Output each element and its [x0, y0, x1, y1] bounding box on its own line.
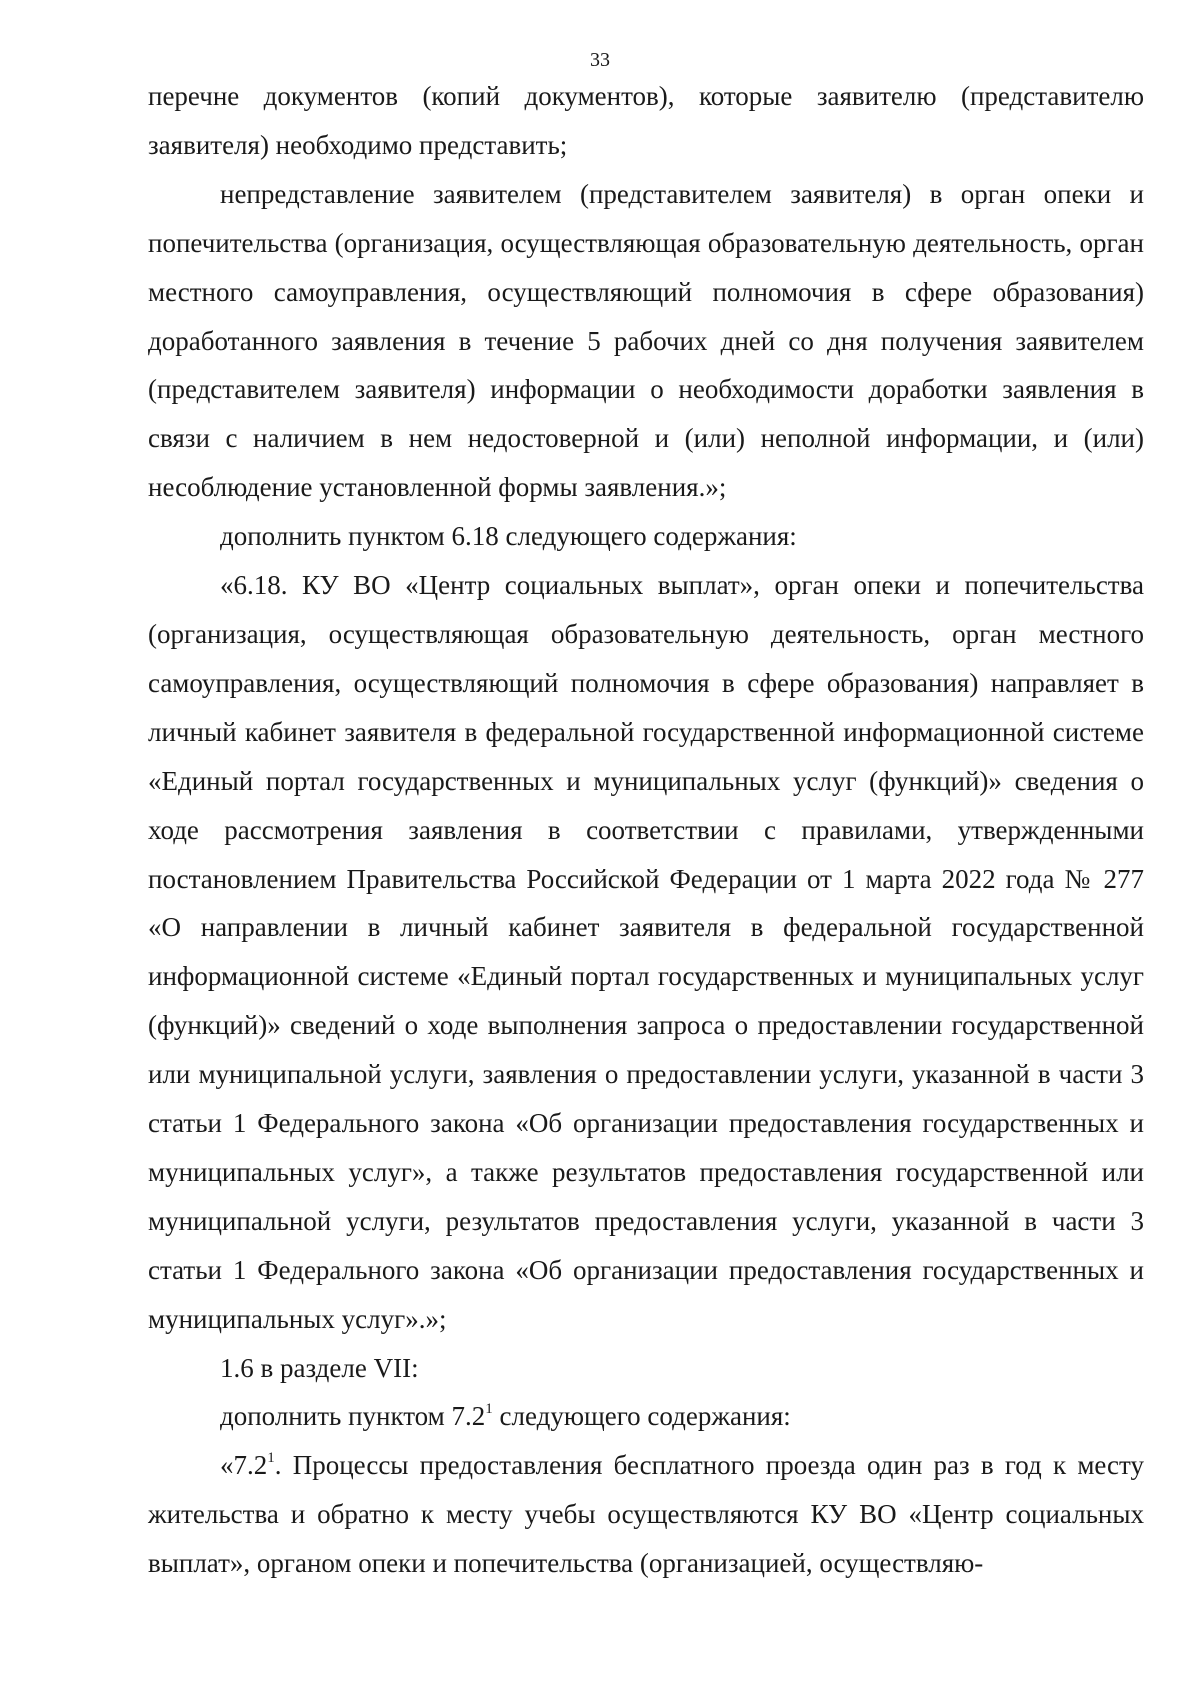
superscript: 1	[267, 1450, 275, 1467]
page-number: 33	[590, 49, 610, 71]
paragraph-add-7-2-1	[148, 1392, 1144, 1441]
paragraph-7-2-1-text	[148, 1441, 1144, 1588]
text-segment: «7.2	[220, 1450, 268, 1481]
paragraph-section-vii: 1.6 в разделе VII:	[220, 1352, 419, 1383]
text-segment: следующего содержания:	[492, 1401, 791, 1432]
text-segment: . Процессы предоставления бесплатного проезда один раз в год к месту жительства и обратно к месту учебы осуществляются КУ ВО «Центр социальных выплат», органом опеки и попечительства (организацией, осуществляю-	[148, 1450, 1144, 1579]
text-segment: дополнить пунктом 7.2	[220, 1401, 486, 1432]
paragraph-6-18-text: «6.18. КУ ВО «Центр социальных выплат», орган опеки и попечительства (организация, осуществляющая образовательную деятельность, орган местного самоуправления, осуществляющий полномочия в сфере образования) направляет в личный кабинет заявителя в федеральной государственной информационной системе «Единый портал государственных и муниципальных услуг (функций)» сведения о ходе рассмотрения заявления в соответствии с правилами, утвержденными постановлением Правительства Российской Федерации от 1 марта 2022 года № 277 «О направлении в личный кабинет заявителя в федеральной государственной информационной системе «Единый портал государственных и муниципальных услуг (функций)» сведений о ходе выполнения запроса о предоставлении государственной или муниципальной услуги, заявления о предоставлении услуги, указанной в части 3 статьи 1 Федерального закона «Об организации предоставления государственных и муниципальных услуг», а также результатов предоставления государственной или муниципальной услуги, результатов предоставления услуги, указанной в части 3 статьи 1 Федерального закона «Об организации предоставления государственных и муниципальных услуг».»;	[148, 570, 1144, 1334]
paragraph-non-submission: непредставление заявителем (представителем заявителя) в орган опеки и попечительства (организация, осуществляющая образовательную деятельность, орган местного самоуправления, осуществляющий полномочия в сфере образования) доработанного заявления в течение 5 рабочих дней со дня получения заявителем (представителем заявителя) информации о необходимости доработки заявления в связи с наличием в нем недостоверной и (или) неполной информации, и (или) несоблюдение установленной формы заявления.»;	[148, 178, 1144, 503]
superscript: 1	[485, 1401, 493, 1418]
document-body	[148, 72, 1144, 1588]
paragraph-documents-list: перечне документов (копий документов), которые заявителю (представителю заявителя) необходимо представить;	[148, 81, 1144, 160]
paragraph-add-6-18: дополнить пунктом 6.18 следующего содержания:	[220, 521, 797, 552]
